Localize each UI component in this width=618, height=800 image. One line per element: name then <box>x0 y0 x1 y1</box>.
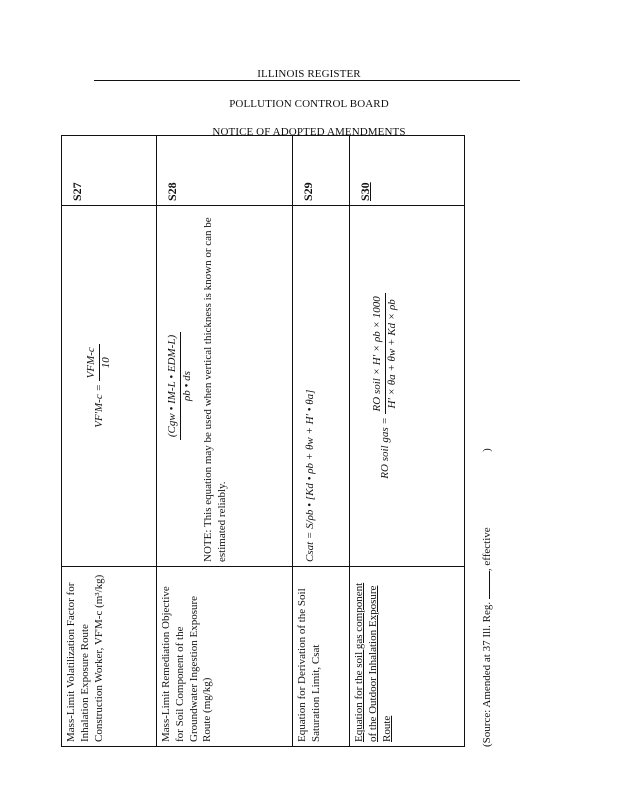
notice-title: NOTICE OF ADOPTED AMENDMENTS <box>212 126 406 138</box>
equation-table <box>61 135 465 747</box>
source-note <box>479 136 493 747</box>
rotated-table-page <box>61 136 493 747</box>
table-row <box>62 136 157 747</box>
source-blank <box>479 571 490 599</box>
formula-fraction <box>371 293 400 414</box>
formula-denominator: 10 <box>99 357 112 369</box>
row-label: Mass-Limit Volatilization Factor for Inhalation Exposure Route Construction Worker, VF'M-c (m³/kg) <box>62 567 157 747</box>
formula-numerator: (Cgw • IM-L • EDM-L) <box>166 332 181 440</box>
formula-numerator: VFM-c <box>85 344 100 381</box>
register-title: ILLINOIS REGISTER <box>257 68 361 80</box>
formula-denominator: H' × θa + θw + Kd × ρb <box>385 299 398 409</box>
row-label: Equation for Derivation of the Soil Saturation Limit, Csat <box>293 567 350 747</box>
source-prefix: (Source: Amended at 37 Ill. Reg. <box>481 601 493 747</box>
formula-lhs: VF'M-c = <box>92 384 105 428</box>
formula-text: Csat = S/ρb • [Kd • ρb + θw + H' • θa] <box>304 389 316 562</box>
row-formula <box>350 206 465 567</box>
board-title: POLLUTION CONTROL BOARD <box>229 98 389 110</box>
row-id: S28 <box>157 136 293 206</box>
table-row <box>293 136 350 747</box>
formula-lhs: RO soil gas = <box>378 417 391 479</box>
source-suffix: ) <box>481 448 493 452</box>
row-id: S29 <box>293 136 350 206</box>
formula-fraction <box>85 344 114 381</box>
header-rule <box>94 80 520 81</box>
row-formula <box>293 206 350 567</box>
table-row <box>157 136 293 747</box>
formula-fraction <box>166 332 195 440</box>
row-label: Mass-Limit Remediation Objective for Soil Component of the Groundwater Ingestion Exposure Route (mg/kg) <box>157 567 293 747</box>
formula-numerator: RO soil × H' × ρb × 1000 <box>371 293 386 414</box>
source-mid: , effective <box>481 527 493 572</box>
row-id: S30 <box>350 136 465 206</box>
row-formula <box>62 206 157 567</box>
table-row <box>350 136 465 747</box>
row-id: S27 <box>62 136 157 206</box>
formula-denominator: ρb • ds <box>180 371 193 401</box>
formula-note: NOTE: This equation may be used when vertical thickness is known or can be estimated reliably. <box>201 217 228 562</box>
row-label: Equation for the soil gas component of the Outdoor Inhalation Exposure Route <box>350 567 465 747</box>
row-formula <box>157 206 293 567</box>
